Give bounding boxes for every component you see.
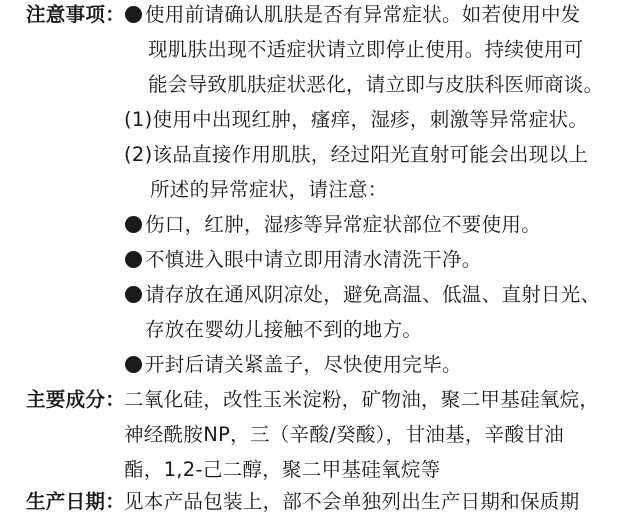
ingredients-line-2: 神经酰胺NP，三（辛酸/癸酸），甘油基，辛酸甘油 bbox=[124, 423, 564, 446]
precautions-bullet-1 bbox=[125, 2, 581, 28]
bullet-icon bbox=[125, 251, 142, 268]
ingredients-line-1: 二氧化硅，改性玉米淀粉，矿物油，聚二甲基硅氧烷， bbox=[124, 388, 600, 411]
precautions-bullet-4-text: 请存放在通风阴凉处，避免高温、低温、直射日光、 bbox=[145, 283, 601, 306]
bullet-icon bbox=[125, 286, 142, 303]
precautions-item-1: (1)使用中出现红肿，瘙痒，湿疹，刺激等异常症状。 bbox=[124, 108, 589, 131]
precautions-item-2-cont: 所述的异常症状，请注意： bbox=[150, 178, 388, 201]
precautions-bullet-3 bbox=[125, 247, 482, 273]
production-date-label: 生产日期： bbox=[26, 490, 126, 513]
precautions-bullet-4-cont: 存放在婴幼儿接触不到的地方。 bbox=[145, 318, 423, 341]
ingredients-line-3: 酯，1,2-己二醇，聚二甲基硅氧烷等 bbox=[124, 458, 441, 481]
production-date-line-1: 见本产品包装上，部不会单独列出生产日期和保质期 bbox=[124, 490, 580, 513]
precautions-bullet-5 bbox=[125, 352, 462, 378]
precautions-label: 注意事项： bbox=[26, 3, 126, 26]
precautions-bullet-5-text: 开封后请关紧盖子，尽快使用完毕。 bbox=[145, 353, 462, 376]
precautions-line-2: 现肌肤出现不适症状请立即停止使用。持续使用可 bbox=[148, 38, 584, 61]
precautions-item-2: (2)该品直接作用肌肤，经过阳光直射可能会出现以上 bbox=[124, 143, 589, 166]
bullet-icon bbox=[125, 356, 142, 373]
precautions-bullet-2 bbox=[125, 212, 541, 238]
bullet-icon bbox=[125, 6, 142, 23]
precautions-bullet-1-text: 使用前请确认肌肤是否有异常症状。如若使用中发 bbox=[145, 3, 581, 26]
precautions-bullet-4 bbox=[125, 282, 600, 308]
bullet-icon bbox=[125, 216, 142, 233]
precautions-line-3: 能会导致肌肤症状恶化，请立即与皮肤科医师商谈。 bbox=[148, 73, 604, 96]
precautions-bullet-3-text: 不慎进入眼中请立即用清水清洗干净。 bbox=[145, 248, 482, 271]
precautions-bullet-2-text: 伤口，红肿，湿疹等异常症状部位不要使用。 bbox=[145, 213, 542, 236]
ingredients-label: 主要成分： bbox=[26, 388, 126, 411]
